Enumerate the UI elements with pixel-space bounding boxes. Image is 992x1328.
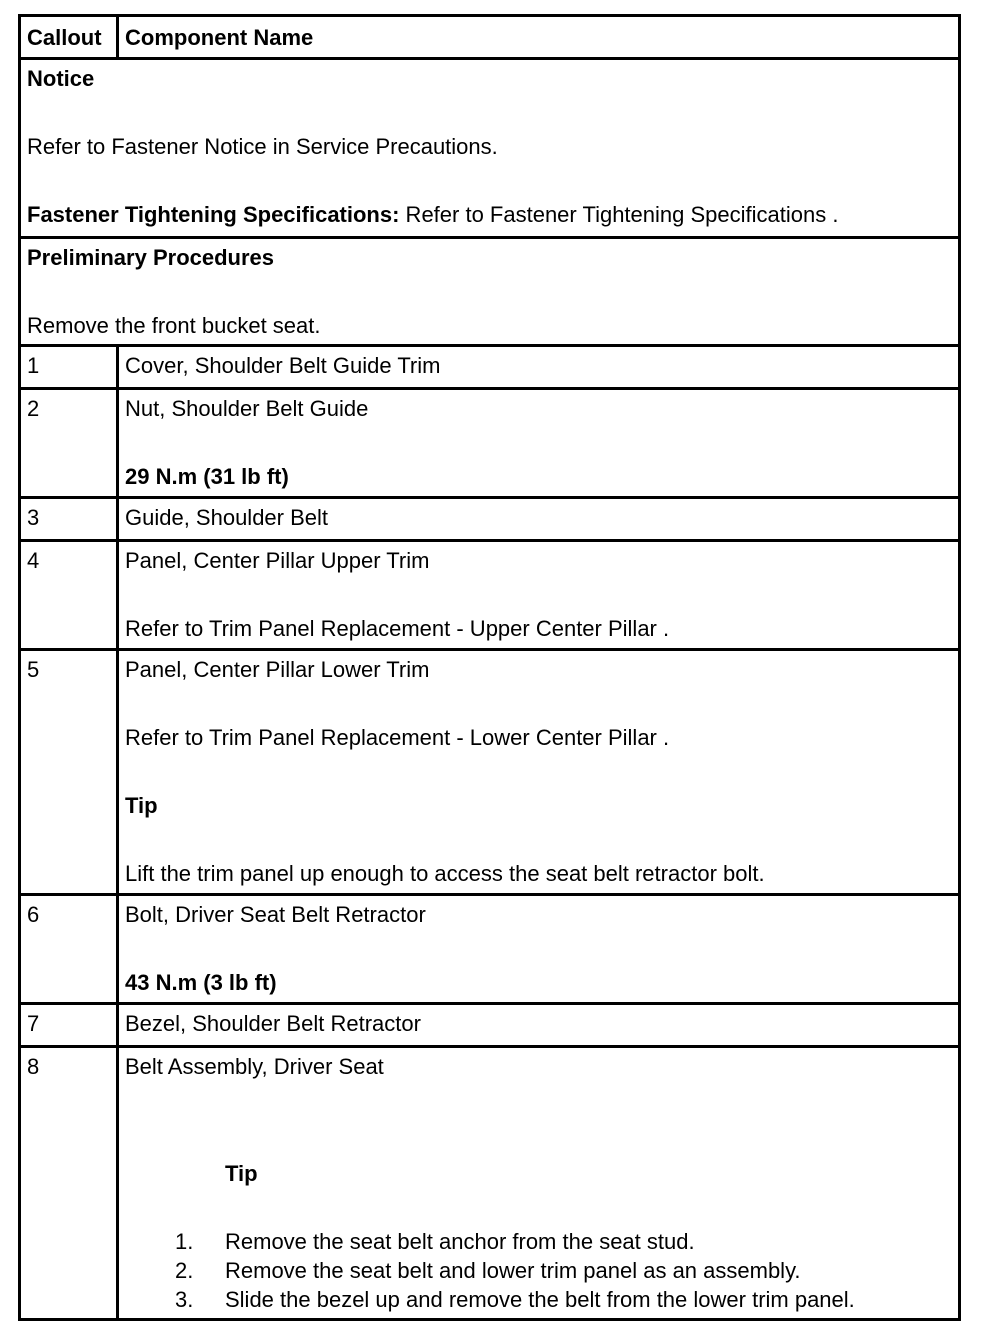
component-name: Bezel, Shoulder Belt Retractor [118,1004,960,1047]
header-component-name: Component Name [118,16,960,59]
preliminary-cell [20,238,960,346]
torque-spec: 29 N.m (31 lb ft) [125,464,289,489]
table-row [20,346,960,389]
component-table [18,14,961,1321]
step-text: Remove the seat belt anchor from the seat stud. [225,1229,695,1254]
component-name: Bolt, Driver Seat Belt Retractor [125,902,426,927]
step-number: 3. [175,1287,194,1312]
table-row [20,1004,960,1047]
table-row [20,650,960,895]
preliminary-text: Remove the front bucket seat. [27,313,321,338]
list-item [125,1256,952,1285]
callout-number: 2 [20,389,118,498]
table-row [20,1047,960,1320]
notice-row [20,59,960,238]
table-row [20,895,960,1004]
component-name: Cover, Shoulder Belt Guide Trim [118,346,960,389]
tip-label: Tip [125,793,158,818]
notice-cell [20,59,960,238]
callout-number: 4 [20,541,118,650]
component-name: Guide, Shoulder Belt [118,498,960,541]
notice-title: Notice [27,66,95,91]
component-name: Nut, Shoulder Belt Guide [125,396,369,421]
step-text: Remove the seat belt and lower trim panel as an assembly. [225,1258,801,1283]
header-callout: Callout [20,16,118,59]
callout-number: 7 [20,1004,118,1047]
step-text: Slide the bezel up and remove the belt from the lower trim panel. [225,1287,855,1312]
callout-number: 5 [20,650,118,895]
table-header-row [20,16,960,59]
tip-steps-list [125,1227,952,1314]
component-note: Refer to Trim Panel Replacement - Upper Center Pillar . [125,616,670,641]
component-note: Refer to Trim Panel Replacement - Lower Center Pillar . [125,725,670,750]
table-row [20,389,960,498]
notice-spec-label: Fastener Tightening Specifications: [27,202,400,227]
component-cell [118,650,960,895]
callout-number: 6 [20,895,118,1004]
callout-number: 3 [20,498,118,541]
component-name: Belt Assembly, Driver Seat [125,1054,384,1079]
component-cell [118,895,960,1004]
preliminary-row [20,238,960,346]
component-name: Panel, Center Pillar Lower Trim [125,657,430,682]
list-item [125,1285,952,1314]
step-number: 2. [175,1258,194,1283]
list-item [125,1227,952,1256]
callout-number: 8 [20,1047,118,1320]
step-number: 1. [175,1229,194,1254]
preliminary-title: Preliminary Procedures [27,245,275,270]
torque-spec: 43 N.m (3 lb ft) [125,970,277,995]
component-name: Panel, Center Pillar Upper Trim [125,548,430,573]
component-cell [118,541,960,650]
tip-label: Tip [225,1161,258,1186]
callout-number: 1 [20,346,118,389]
component-cell [118,1047,960,1320]
notice-text: Refer to Fastener Notice in Service Precautions. [27,134,498,159]
table-row [20,541,960,650]
notice-spec-text: Refer to Fastener Tightening Specifications . [399,202,839,227]
component-cell [118,389,960,498]
notice-spec [27,200,952,229]
tip-text: Lift the trim panel up enough to access the seat belt retractor bolt. [125,861,765,886]
table-row [20,498,960,541]
